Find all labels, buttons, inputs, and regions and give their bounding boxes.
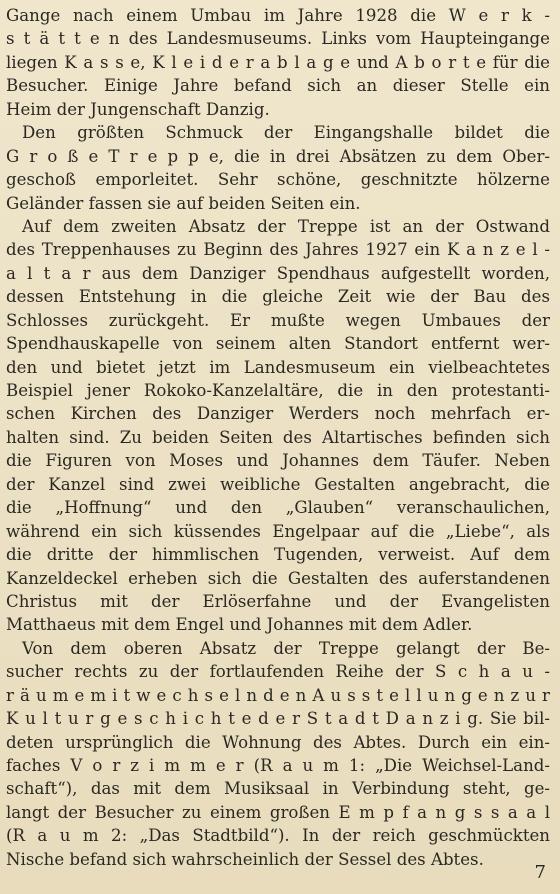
text-line: Den größten Schmuck der Eingangshalle bildet die [22,123,550,143]
page-number: 7 [534,862,546,883]
text-line: s t ä t t e n des Landesmuseums. Links vom Haupteingange [6,29,550,49]
text-line: Christus mit der Erlöserfahne und der Evangelisten [6,591,550,611]
text-line: während ein sich küssendes Engelpaar auf die „Liebe“, als [6,521,550,541]
text-line: Schlosses zurückgeht. Er mußte wegen Umbaues der [6,310,550,330]
text-line: langt der Besucher zu einem großen E m p f a n g s s a a l [6,802,550,822]
text-line: schaft“), das mit dem Musiksaal in Verbindung steht, ge- [6,779,550,799]
text-line: Heim der Jungenschaft Danzig. [6,99,270,119]
text-line: Besucher. Einige Jahre befand sich an dieser Stelle ein [6,76,550,96]
text-line: sucher rechts zu der fortlaufenden Reihe der S c h a u - [6,662,550,682]
text-line: Spendhauskapelle von seinem alten Standort entfernt wer- [6,334,550,354]
text-line: schen Kirchen des Danziger Werders noch mehrfach er- [6,404,550,424]
text-line: geschoß emporleitet. Sehr schöne, geschnitzte hölzerne [6,170,550,190]
text-line: Kanzeldeckel erheben sich die Gestalten des auferstandenen [6,568,550,588]
text-line: die dritte der himmlischen Tugenden, verweist. Auf dem [6,545,550,565]
text-line: r ä u m e m i t w e c h s e l n d e n A u s s t e l l u n g e n z u r [6,685,550,705]
text-line: Auf dem zweiten Absatz der Treppe ist an der Ostwand [22,216,550,236]
text-line: des Treppenhauses zu Beginn des Jahres 1927 ein K a n z e l - [6,240,550,260]
text-line: der Kanzel sind zwei weibliche Gestalten angebracht, die [6,474,550,494]
text-line: Gange nach einem Umbau im Jahre 1928 die W e r k - [6,6,550,25]
text-line: (R a u m 2: „Das Stadtbild“). In der reich geschmückten [6,826,550,846]
text-line: Matthaeus mit dem Engel und Johannes mit dem Adler. [6,615,473,635]
text-line: faches V o r z i m m e r (R a u m 1: „Die Weichsel-Land- [6,756,550,775]
text-line: den und bietet jetzt im Landesmuseum ein vielbeachtetes [6,357,550,377]
text-line: a l t a r aus dem Danziger Spendhaus aufgestellt worden, [6,263,550,283]
text-line: liegen K a s s e, K l e i d e r a b l a g e und A b o r t e für die [6,52,550,72]
text-line: Von dem oberen Absatz der Treppe gelangt der Be- [22,638,550,658]
text-line: Beispiel jener Rokoko-Kanzelaltäre, die in den protestanti- [6,381,550,400]
text-line: Nische befand sich wahrscheinlich der Sessel des Abtes. [6,849,484,869]
text-line: deten ursprünglich die Wohnung des Abtes. Durch ein ein- [6,732,550,752]
text-line: K u l t u r g e s c h i c h t e d e r S t a d t D a n z i g. Sie bil- [6,709,550,729]
text-line: Geländer fassen sie auf beiden Seiten ein. [6,193,361,213]
body-text [6,4,550,871]
text-line: halten sind. Zu beiden Seiten des Altartisches befinden sich [6,427,550,447]
text-line: dessen Entstehung in die gleiche Zeit wie der Bau des [6,287,550,307]
text-line: die „Hoffnung“ und den „Glauben“ veranschaulichen, [6,498,550,518]
text-line: G r o ß e T r e p p e, die in drei Absätzen zu dem Ober- [6,146,550,166]
text-line: die Figuren von Moses und Johannes dem Täufer. Neben [6,451,550,471]
